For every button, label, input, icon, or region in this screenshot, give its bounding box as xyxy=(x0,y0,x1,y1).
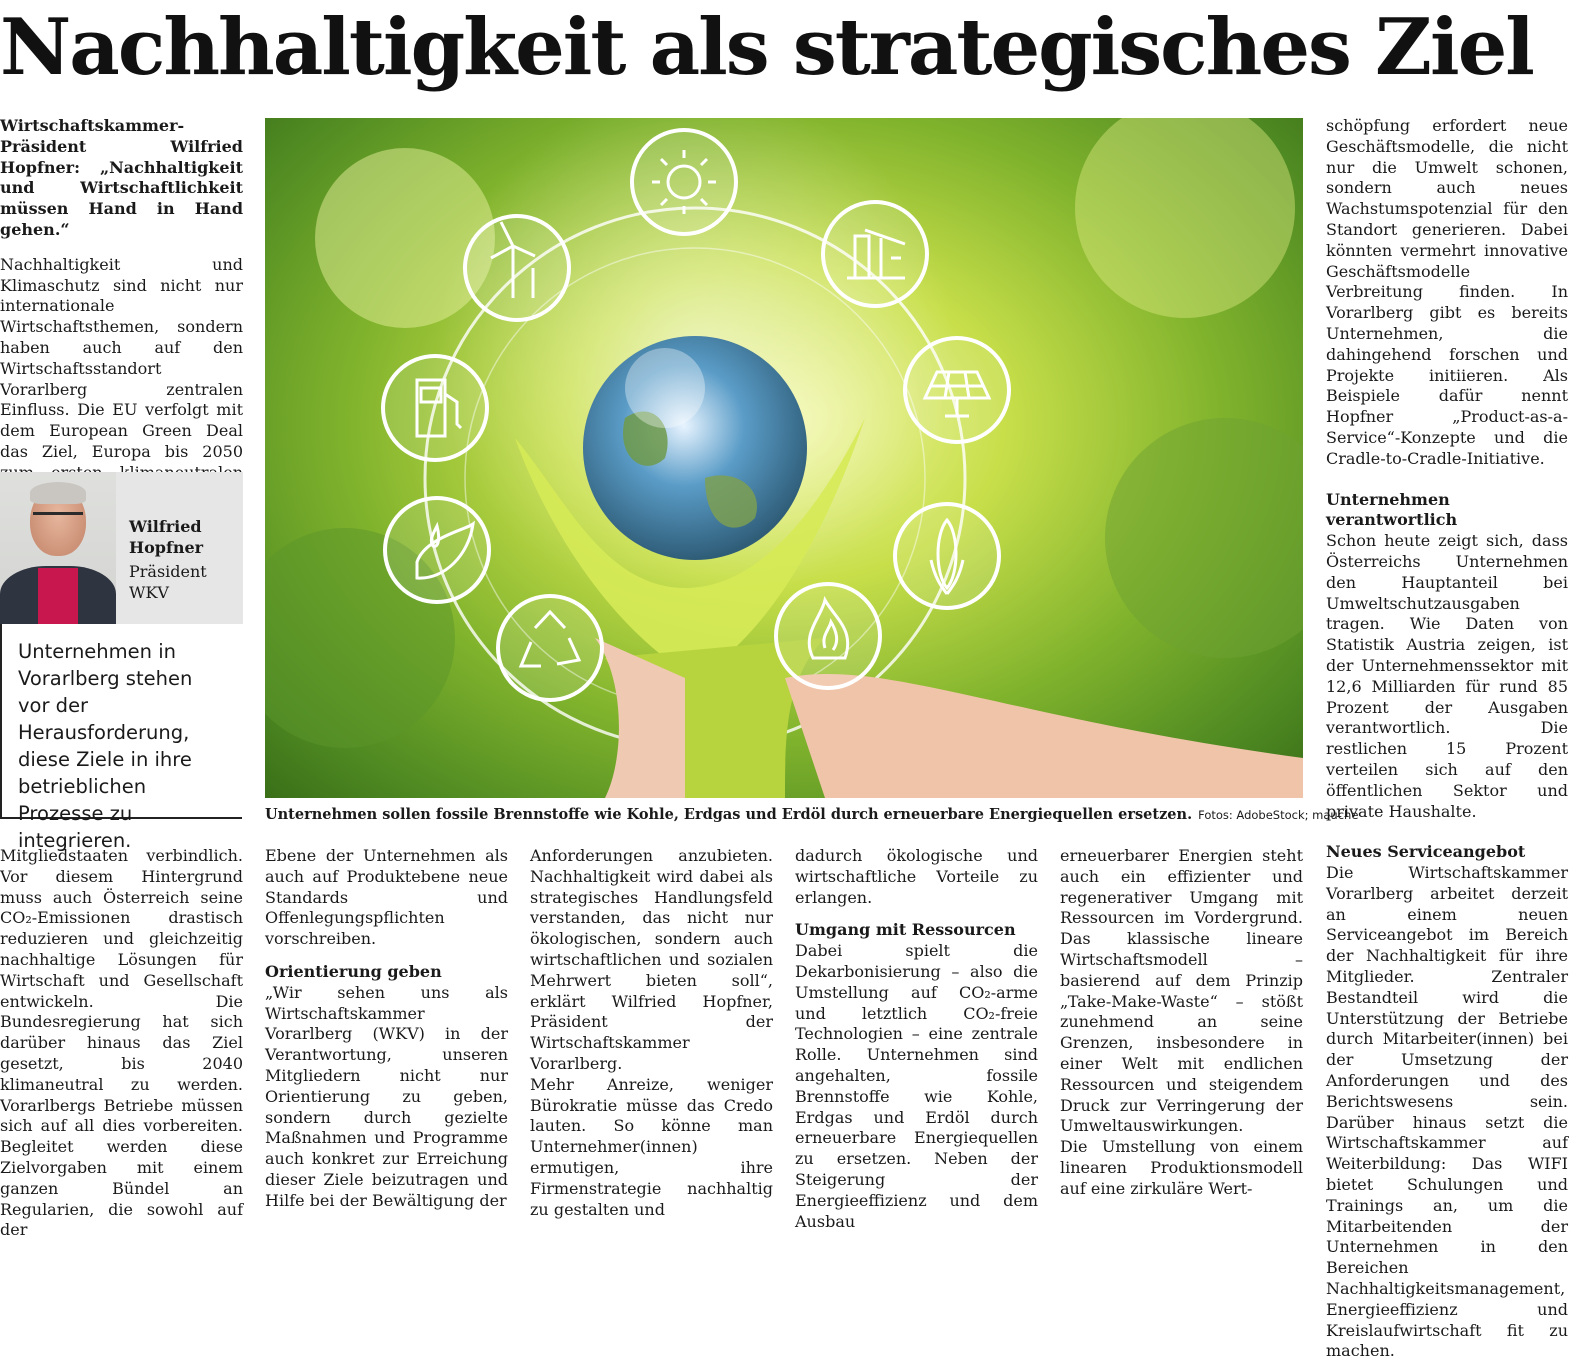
fuel-pump-icon xyxy=(383,356,487,460)
portrait-photo xyxy=(0,472,116,624)
corn-icon xyxy=(895,504,999,608)
column-1-text: Mitgliedstaaten verbindlich. Vor diesem Hintergrund muss auch Österreich seine CO₂-Emissionen drastisch reduzieren und gleichzeitig nachhaltige Lösungen für Wirtschaft und Gesellschaft entwickeln. Die Bundesregierung hat sich darüber hinaus das Ziel gesetzt, bis 2040 klimaneutral zu werden. Vorarlbergs Betriebe müssen sich auf all dies vorbereiten. Begleitet werden diese Zielvorgaben mit einem ganzen Bündel an Regularien, die sowohl auf der xyxy=(0,846,243,1240)
column-2-text-a: Ebene der Unternehmen als auch auf Produktebene neue Standards und Offenlegungspflichten vorschreiben. xyxy=(265,846,508,949)
column-4-text-b: Dabei spielt die Dekarbonisierung – also die Umstellung auf CO₂-arme und letztlich CO₂-freie Technologien – eine zentrale Rolle. Unternehmen sind angehalten, fossile Brennstoffe wie Kohle, Erdgas und Erdöl durch erneuerbare Energiequellen zu ersetzen. Neben der Steigerung der Energieeffizienz und dem Ausbau xyxy=(795,941,1038,1231)
pull-quote xyxy=(0,624,242,852)
body-column-4 xyxy=(795,846,1038,1232)
column-5-text-a: erneuerbarer Energien steht auch ein effizienter und regenerativer Umgang mit Ressourcen im Vordergrund. Das klassische lineare Wirtschaftsmodell – basierend auf dem Prinzip „Take-Make-Waste“ – stößt zunehmend an seine Grenzen, insbesondere in einer Welt mit endlichen Ressourcen und steigendem Druck zur Verringerung der Umweltauswirkungen. xyxy=(1060,846,1303,1136)
column-6-text-b: Schon heute zeigt sich, dass Österreichs Unternehmen den Hauptanteil bei Umweltschutzausgaben tragen. Wie Daten von Statistik Austria zeigen, ist der Unternehmenssektor mit 12,6 Milliarden für rund 85 Prozent der Ausgaben verantwortlich. Die restlichen 15 Prozent verteilen sich auf den öffentlichen Sektor und private Haushalte. xyxy=(1326,531,1568,821)
hero-photo xyxy=(265,118,1303,798)
column-5-text-b: Die Umstellung von einem linearen Produktionsmodell auf eine zirkuläre Wert- xyxy=(1060,1137,1303,1198)
right-column xyxy=(1326,116,1568,1362)
subheading-serviceangebot: Neues Serviceangebot xyxy=(1326,842,1526,862)
column-3-text-a: Anforderungen anzubieten. Nachhaltigkeit wird dabei als strategisches Handlungsfeld verstanden, das nicht nur ökologischen, sondern auch wirtschaftlichen und sozialen Mehrwert bieten soll“, erklärt Wilfried Hopfner, Präsident der Wirtschaftskammer Vorarlberg. xyxy=(530,846,773,1073)
headline: Nachhaltigkeit als strategisches Ziel xyxy=(0,2,1533,93)
wind-turbine-icon xyxy=(465,216,569,320)
left-column-intro xyxy=(0,116,243,525)
column-6-text-a: schöpfung erfordert neue Geschäftsmodelle, die nicht nur die Umwelt schonen, sondern auch neues Wachstumspotenzial für den Standort generieren. Dabei könnten vermehrt innovative Geschäftsmodelle Verbreitung finden. In Vorarlberg gibt es bereits Unternehmen, die dahingehend forschen und Projekte initiieren. Als Beispiele dafür nennt Hopfner „Product-as-a-Service“-Konzepte und die Cradle-to-Cradle-Initiative. xyxy=(1326,116,1568,468)
sun-icon xyxy=(632,130,736,234)
subheading-ressourcen: Umgang mit Ressourcen xyxy=(795,920,1016,940)
photo-credit: Fotos: AdobeStock; mauche xyxy=(1198,808,1359,822)
water-leaf-icon xyxy=(385,498,489,602)
profile-name: Wilfried Hopfner xyxy=(129,517,204,557)
oil-pump-icon xyxy=(823,202,927,306)
body-column-1 xyxy=(0,846,243,1241)
hero-photo-illustration xyxy=(265,118,1303,798)
author-profile xyxy=(0,472,243,624)
pull-quote-text: Unternehmen in Vorarlberg stehen vor der Herausforderung, diese Ziele in ihre betrieblichen Prozesse zu integrieren. xyxy=(18,640,193,852)
body-column-5 xyxy=(1060,846,1303,1200)
column-2-text-b: „Wir sehen uns als Wirtschaftskammer Vorarlberg (WKV) in der Verantwortung, unseren Mitgliedern nicht nur Orientierung zu geben, sondern durch gezielte Maßnahmen und Programme auch konkret zur Erreichung dieser Ziele beizutragen und Hilfe bei der Bewältigung der xyxy=(265,982,508,1210)
subheading-orientierung: Orientierung geben xyxy=(265,961,442,981)
body-column-3 xyxy=(530,846,773,1220)
column-4-text-a: dadurch ökologische und wirtschaftliche Vorteile zu erlangen. xyxy=(795,846,1038,907)
body-column-2 xyxy=(265,846,508,1212)
intro-paragraph: Nachhaltigkeit und Klimaschutz sind nicht nur internationale Wirtschaftsthemen, sondern haben auch auf den Wirtschaftsstandort Vorarlberg zentralen Einfluss. Die EU verfolgt mit dem European Green Deal das Ziel, Europa bis 2050 xyxy=(0,254,243,461)
column-3-text-b: Mehr Anreize, weniger Bürokratie müsse das Credo lauten. So könne man Unternehmer(innen) ermutigen, ihre Firmenstrategie nachhaltig zu gestalten und xyxy=(530,1074,773,1219)
solar-panel-icon xyxy=(905,338,1009,442)
column-6-text-c: Die Wirtschaftskammer Vorarlberg arbeitet derzeit an einem neuen Serviceangebot im Bereich der Nachhaltigkeit für ihre Mitglieder. Zentraler Bestandteil wird die Unterstützung der Betriebe durch Mitarbeiter(innen) bei der Umsetzung der Anforderungen und des Berichtswesens sein. Darüber hinaus setzt die Wirtschaftskammer auf Weiterbildung: Das WIFI bietet Schulungen und Trainings an, um die Mitarbeitenden der Unternehmen in den Bereichen Nachhaltigkeitsmanagement, Energieeffizienz und Kreislaufwirtschaft fit zu machen. xyxy=(1326,863,1568,1361)
recycle-icon xyxy=(498,596,602,700)
flame-icon xyxy=(776,584,880,688)
lede: Wirtschaftskammer-Präsident Wilfried Hopfner: „Nachhaltigkeit und Wirtschaftlichkeit müssen Hand in Hand gehen.“ xyxy=(0,116,243,239)
photo-caption xyxy=(265,805,1359,825)
subheading-verantwortlich: Unternehmen verantwortlich xyxy=(1326,489,1458,530)
caption-text: Unternehmen sollen fossile Brennstoffe wie Kohle, Erdgas und Erdöl durch erneuerbare Energiequellen ersetzen. xyxy=(265,806,1193,823)
profile-role: Präsident WKV xyxy=(129,562,207,602)
